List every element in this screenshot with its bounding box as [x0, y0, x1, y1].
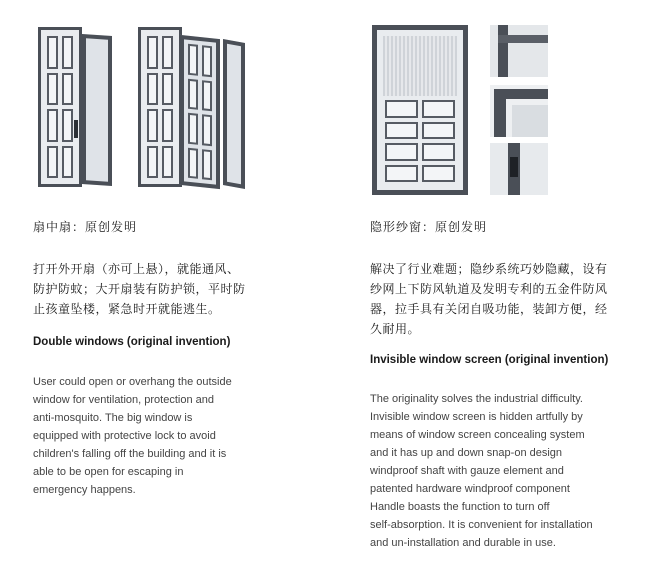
detail-photo-corner-mid	[490, 85, 548, 137]
window-sash-open	[82, 34, 112, 186]
en-line: anti-mosquito. The big window is	[33, 412, 193, 424]
left-caption: 扇中扇：原创发明	[33, 220, 138, 234]
en-line: and it has up and down snap-on design	[370, 447, 563, 459]
en-line: children's falling off the building and it is	[33, 448, 227, 460]
cn-line: 防护防蚊；大开扇装有防护锁，平时防	[33, 282, 246, 296]
en-line: User could open or overhang the outside	[33, 376, 232, 388]
left-english-title: Double windows (original invention)	[33, 336, 231, 348]
en-line: equipped with protective lock to avoid	[33, 430, 216, 442]
screen-mesh	[383, 36, 457, 96]
cn-line: 纱网上下防风轨道及发明专利的五金件防风	[370, 282, 608, 296]
right-caption: 隐形纱窗：原创发明	[370, 220, 488, 234]
detail-photo-corner-top	[490, 25, 548, 77]
window-handle-icon	[74, 120, 78, 138]
en-line: able to be open for escaping in	[33, 466, 184, 478]
right-english-title: Invisible window screen (original invention)	[370, 354, 609, 366]
window-grid	[188, 44, 212, 181]
en-line: window for ventilation, protection and	[33, 394, 214, 406]
window-grid	[147, 36, 173, 178]
window-grid	[385, 100, 455, 182]
detail-photo-handle	[490, 143, 548, 195]
en-line: self-absorption. It is convenient for installation	[370, 519, 593, 531]
en-line: The originality solves the industrial difficulty.	[370, 393, 583, 405]
window-frame-open	[38, 27, 82, 187]
handle-icon	[510, 157, 518, 177]
en-line: Invisible window screen is hidden artfully by	[370, 411, 583, 423]
window-frame-screen	[372, 25, 468, 195]
en-line: Handle boasts the function to turn off	[370, 501, 550, 513]
left-chinese-description	[33, 259, 246, 319]
left-english-description	[33, 373, 232, 499]
window-grid	[47, 36, 73, 178]
right-chinese-description	[370, 259, 608, 339]
right-english-description	[370, 390, 593, 552]
cn-line: 久耐用。	[370, 322, 421, 336]
en-line: emergency happens.	[33, 484, 136, 496]
cn-line: 打开外开扇（亦可上悬），就能通风、	[33, 262, 240, 276]
cn-line: 器，拉手具有关闭自吸功能，装卸方便，经	[370, 302, 608, 316]
en-line: windproof shaft with gauze element and	[370, 465, 564, 477]
en-line: patented hardware windproof component	[370, 483, 570, 495]
window-frame-open-second	[138, 27, 182, 187]
cn-line: 解决了行业难题；隐纱系统巧妙隐藏，设有	[370, 262, 608, 276]
invisible-screen-photo	[370, 25, 470, 195]
window-sash-outer	[223, 39, 245, 189]
window-sash-inner	[180, 35, 220, 189]
double-windows-photo	[30, 25, 260, 195]
en-line: means of window screen concealing system	[370, 429, 585, 441]
cn-line: 止孩童坠楼，紧急时开就能逃生。	[33, 302, 221, 316]
en-line: and un-installation and durable in use.	[370, 537, 556, 549]
